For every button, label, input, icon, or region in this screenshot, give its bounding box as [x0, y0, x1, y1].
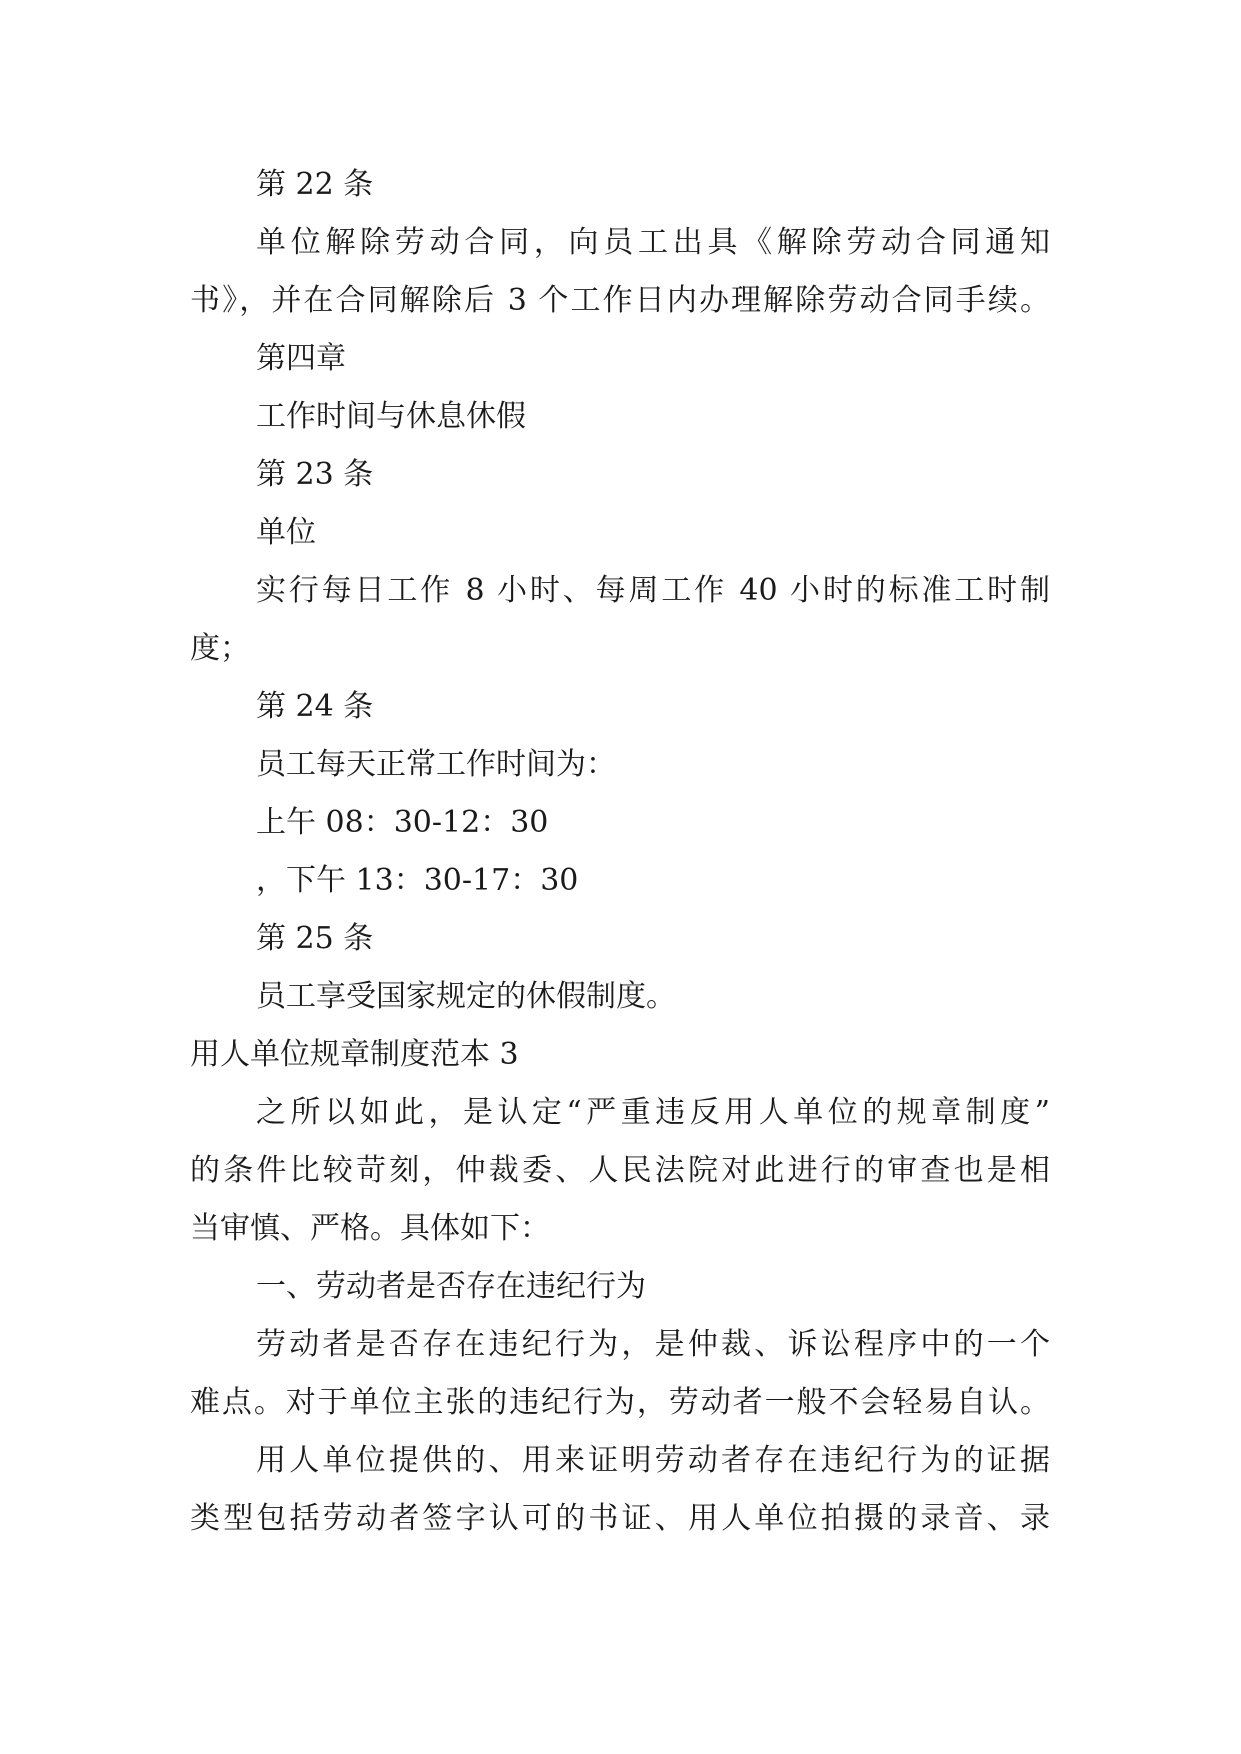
paragraph-line: 类型包括劳动者签字认可的书证、用人单位拍摄的录音、录	[190, 1501, 1050, 1536]
paragraph-line: 员工每天正常工作时间为：	[256, 747, 616, 782]
paragraph-line: 员工享受国家规定的休假制度。	[256, 979, 676, 1014]
article-heading: 第 25 条	[256, 921, 374, 956]
paragraph-line: 单位	[256, 515, 316, 550]
paragraph-line: 难点。对于单位主张的违纪行为，劳动者一般不会轻易自认。	[190, 1385, 1050, 1420]
article-heading: 第 23 条	[256, 457, 374, 492]
document-body	[190, 156, 1050, 1548]
chapter-title: 工作时间与休息休假	[256, 399, 526, 434]
paragraph-line: 书》，并在合同解除后 3 个工作日内办理解除劳动合同手续。	[190, 283, 1050, 318]
paragraph-line: 之所以如此，是认定“严重违反用人单位的规章制度”	[256, 1095, 1050, 1130]
paragraph-line: 当审慎、严格。具体如下：	[190, 1211, 550, 1246]
subsection-heading: 一、劳动者是否存在违纪行为	[256, 1269, 646, 1304]
chapter-heading: 第四章	[256, 341, 346, 376]
paragraph-line: 用人单位提供的、用来证明劳动者存在违纪行为的证据	[256, 1443, 1050, 1478]
section-title: 用人单位规章制度范本 3	[190, 1037, 519, 1072]
article-heading: 第 24 条	[256, 689, 374, 724]
article-heading: 第 22 条	[256, 167, 374, 202]
paragraph-line: 的条件比较苛刻，仲裁委、人民法院对此进行的审查也是相	[190, 1153, 1050, 1188]
paragraph-line: ，下午 13：30-17：30	[256, 863, 579, 898]
paragraph-line: 上午 08：30-12：30	[256, 805, 549, 840]
paragraph-line: 实行每日工作 8 小时、每周工作 40 小时的标准工时制	[256, 573, 1050, 608]
paragraph-line: 度；	[190, 631, 250, 666]
paragraph-line: 劳动者是否存在违纪行为，是仲裁、诉讼程序中的一个	[256, 1327, 1050, 1362]
paragraph-line: 单位解除劳动合同，向员工出具《解除劳动合同通知	[256, 225, 1050, 260]
